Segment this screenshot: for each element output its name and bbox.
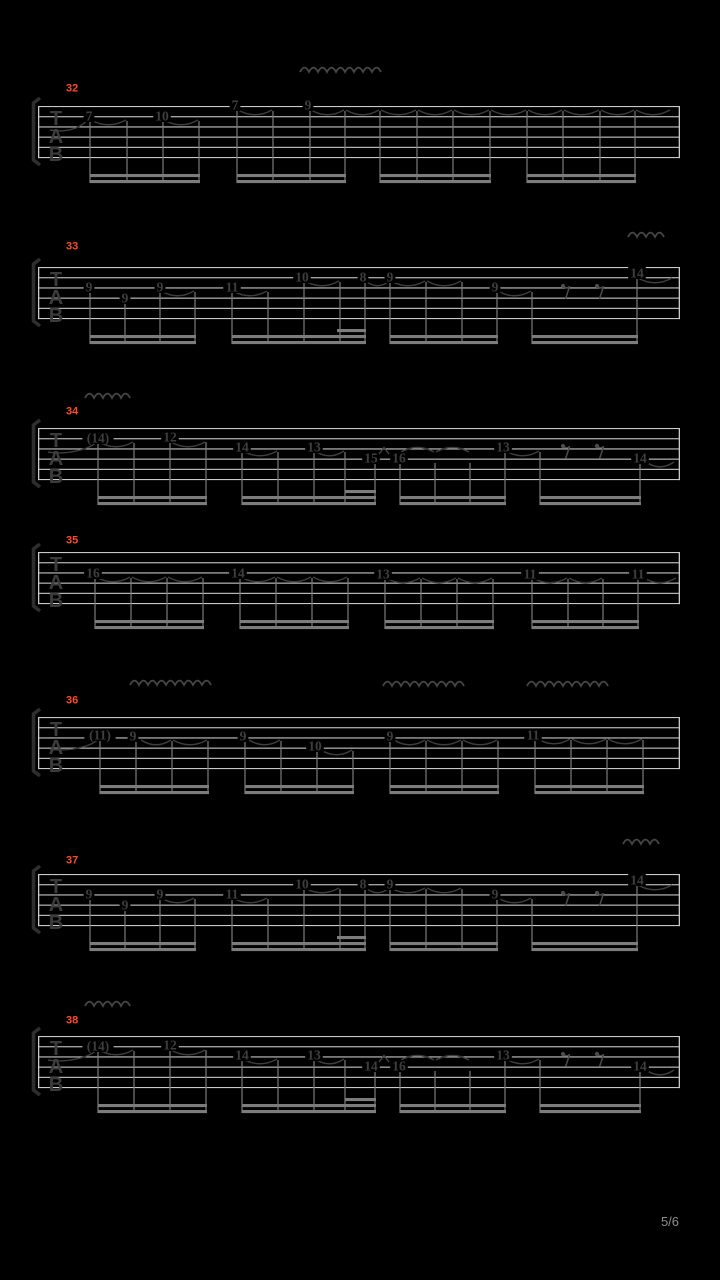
note-stem <box>379 111 380 183</box>
note-stem <box>339 282 340 344</box>
fret-number: 8 <box>359 876 367 892</box>
note-stem <box>169 442 170 505</box>
barline-start <box>38 1036 39 1088</box>
fret-number: 13 <box>376 566 390 582</box>
beam <box>532 942 638 945</box>
measure-number: 38 <box>66 1014 79 1027</box>
tie-arc <box>238 110 272 115</box>
beam <box>90 942 196 945</box>
staff-line <box>38 593 680 594</box>
fret-number: 9 <box>121 290 129 306</box>
partial-beam <box>345 490 376 493</box>
barline-start <box>38 552 39 604</box>
barline-start <box>38 717 39 769</box>
beam <box>98 1110 207 1113</box>
tie-arc <box>141 740 171 745</box>
fret-number: 10 <box>295 269 309 285</box>
note-stem <box>205 1050 206 1113</box>
fret-number: 9 <box>85 886 93 902</box>
fret-number: 11 <box>523 566 537 582</box>
staff-line <box>38 287 680 288</box>
fret-number: 14 <box>633 1058 647 1074</box>
beam <box>242 1104 376 1107</box>
note-stem <box>425 889 426 951</box>
tie-arc <box>427 888 461 893</box>
note-stem <box>205 442 206 505</box>
beam <box>540 502 641 505</box>
beam <box>390 948 498 951</box>
fret-number: 11 <box>225 886 239 902</box>
staff-line <box>38 748 680 749</box>
note-stem <box>89 121 90 183</box>
fret-number: 12 <box>163 1037 177 1053</box>
tab-clef-letter: B <box>48 912 64 934</box>
tie-arc <box>249 740 280 745</box>
note-stem <box>344 111 345 183</box>
beam <box>95 626 204 629</box>
barline-end <box>679 1036 680 1088</box>
staff-line <box>38 603 680 604</box>
beam <box>90 948 196 951</box>
fret-number: (14) <box>86 430 110 446</box>
note-stem <box>599 111 600 183</box>
vibrato-squiggle <box>85 1002 130 1006</box>
staff-line <box>38 318 680 319</box>
fret-number: 16 <box>86 565 100 581</box>
fret-number: 11 <box>526 727 540 743</box>
staff-line <box>38 308 680 309</box>
fret-number: 9 <box>121 897 129 913</box>
vibrato-squiggle <box>130 681 211 685</box>
note-stem <box>489 111 490 183</box>
staff-line <box>38 572 680 573</box>
tab-clef-letter: B <box>48 466 64 488</box>
staff-line <box>38 438 680 439</box>
fret-number: 11 <box>631 566 645 582</box>
eighth-rest <box>597 446 604 459</box>
barline-start <box>38 267 39 319</box>
note-stem <box>309 111 310 183</box>
staff-line <box>38 1046 680 1047</box>
beam <box>90 174 200 177</box>
tie-arc <box>391 888 425 893</box>
beam <box>242 1110 376 1113</box>
tab-clef-letter: B <box>48 590 64 612</box>
tab-clef-letter: T <box>49 719 63 741</box>
tie-arc <box>454 110 489 115</box>
vibrato-squiggle <box>623 840 659 844</box>
partial-beam <box>337 329 366 332</box>
tab-clef-letter: T <box>49 554 63 576</box>
fret-number: 16 <box>392 1058 406 1074</box>
fret-number: 9 <box>386 876 394 892</box>
note-stem <box>416 111 417 183</box>
beam <box>237 180 346 183</box>
note-stem <box>461 282 462 344</box>
tie-arc <box>346 110 379 115</box>
note-stem <box>389 889 390 951</box>
tie-arc <box>538 739 570 744</box>
fret-number: 8 <box>359 269 367 285</box>
fret-number: 16 <box>392 450 406 466</box>
fret-number: 14 <box>633 450 647 466</box>
tie-arc <box>418 110 452 115</box>
tie-arc <box>528 110 562 115</box>
tie-arc <box>569 578 602 583</box>
beam <box>232 942 366 945</box>
beam <box>400 1110 506 1113</box>
tab-clef-letter: A <box>48 126 64 148</box>
tie-arc <box>313 577 347 582</box>
fret-number: 9 <box>304 97 312 113</box>
tie-arc <box>422 578 456 583</box>
fret-number: 10 <box>295 876 309 892</box>
beam <box>390 335 498 338</box>
vibrato-squiggle <box>383 682 464 686</box>
note-stem <box>133 1051 134 1113</box>
fret-number: 10 <box>155 108 169 124</box>
beam <box>98 502 207 505</box>
fret-number: 15 <box>364 450 378 466</box>
fret-number: 13 <box>496 1047 510 1063</box>
partial-beam <box>345 1098 376 1101</box>
note-stem <box>389 282 390 344</box>
beam <box>232 341 366 344</box>
fret-number: (11) <box>89 727 111 743</box>
measure-number: 33 <box>66 240 79 253</box>
beam <box>240 626 349 629</box>
staff-line <box>38 562 680 563</box>
fret-number: 13 <box>307 439 321 455</box>
fret-number: 9 <box>491 886 499 902</box>
measure-number: 32 <box>66 82 79 95</box>
tab-clef-letter: B <box>48 755 64 777</box>
barline-start <box>38 106 39 158</box>
tie-arc <box>394 740 425 745</box>
tab-clef-letter: T <box>49 430 63 452</box>
beam <box>390 341 498 344</box>
beam <box>390 942 498 945</box>
beam <box>385 620 494 623</box>
measure-number: 35 <box>66 534 79 547</box>
fret-number: 7 <box>231 97 239 113</box>
tie-arc <box>427 281 461 286</box>
staff-line <box>38 267 680 268</box>
note-stem <box>169 1050 170 1113</box>
tab-clef-letter: T <box>49 1038 63 1060</box>
note-stem <box>364 889 365 951</box>
fret-number: 12 <box>163 429 177 445</box>
staff-line <box>38 768 680 769</box>
beam <box>98 496 207 499</box>
fret-number: 9 <box>129 728 137 744</box>
fret-number: 13 <box>496 439 510 455</box>
tie-arc <box>311 110 344 115</box>
note-stem <box>97 1051 98 1113</box>
beam <box>237 174 346 177</box>
tab-clef-letter: A <box>48 572 64 594</box>
fret-number: 9 <box>491 279 499 295</box>
barline-end <box>679 106 680 158</box>
beam <box>90 335 196 338</box>
tie-arc <box>498 291 531 296</box>
note-stem <box>562 111 563 183</box>
tie-arc <box>463 740 497 745</box>
staff-line <box>38 126 680 127</box>
beam <box>242 502 376 505</box>
barline-end <box>679 267 680 319</box>
beam <box>540 496 641 499</box>
tie-arc <box>498 898 531 903</box>
tie-arc <box>458 578 492 583</box>
tie-arc <box>132 577 166 582</box>
tie-arc <box>427 740 461 745</box>
staff-line <box>38 157 680 158</box>
beam <box>232 948 366 951</box>
fret-number: 11 <box>225 279 239 295</box>
staff-line <box>38 717 680 718</box>
staff-line <box>38 116 680 117</box>
fret-number: 9 <box>386 728 394 744</box>
note-stem <box>425 282 426 344</box>
tie-arc <box>436 1056 469 1061</box>
fret-number: 14 <box>364 1058 378 1074</box>
beam <box>535 791 644 794</box>
staff-line <box>38 137 680 138</box>
note-stem <box>636 886 637 951</box>
tie-arc <box>321 750 352 755</box>
beam <box>380 174 491 177</box>
fret-number: 14 <box>235 1047 249 1063</box>
eighth-rest <box>563 446 570 459</box>
note-stem <box>461 889 462 951</box>
note-stem <box>303 282 304 344</box>
beam <box>400 1104 506 1107</box>
beam <box>527 174 636 177</box>
barline-start <box>38 428 39 480</box>
tab-clef-letter: A <box>48 894 64 916</box>
note-stem <box>303 889 304 951</box>
tie-arc <box>381 110 416 115</box>
fret-number: 14 <box>630 265 644 281</box>
vibrato-squiggle <box>628 233 664 237</box>
note-stem <box>126 121 127 183</box>
barline-start <box>38 874 39 926</box>
staff-line <box>38 147 680 148</box>
tie-arc <box>646 1070 674 1075</box>
note-stem <box>364 282 365 344</box>
beam <box>400 502 506 505</box>
staff-line <box>38 758 680 759</box>
beam <box>100 785 209 788</box>
barline-end <box>679 428 680 480</box>
tab-clef-letter: B <box>48 305 64 327</box>
tie-arc <box>401 448 434 453</box>
tie-arc <box>401 1056 434 1061</box>
tie-arc <box>436 448 469 453</box>
staff-line <box>38 428 680 429</box>
tie-arc <box>608 739 642 744</box>
beam <box>532 948 638 951</box>
tie-arc <box>391 281 425 286</box>
staff-line <box>38 106 680 107</box>
barline-end <box>679 717 680 769</box>
tie-arc <box>91 120 126 125</box>
beam <box>390 791 499 794</box>
note-stem <box>526 111 527 183</box>
staff-line <box>38 925 680 926</box>
beam <box>90 180 200 183</box>
beam <box>540 1104 641 1107</box>
staff-line <box>38 552 680 553</box>
note-stem <box>198 121 199 183</box>
beam <box>380 180 491 183</box>
tab-clef-letter: T <box>49 269 63 291</box>
tab-clef-letter: B <box>48 1074 64 1096</box>
note-stem <box>636 279 637 344</box>
barline-end <box>679 552 680 604</box>
tie-arc <box>161 291 194 296</box>
eighth-rest <box>563 1054 570 1067</box>
barline-end <box>679 874 680 926</box>
tab-clef-letter: A <box>48 737 64 759</box>
staff-line <box>38 298 680 299</box>
beam <box>532 620 639 623</box>
staff-line <box>38 1036 680 1037</box>
beam <box>532 341 638 344</box>
fret-number: (14) <box>86 1038 110 1054</box>
measure-number: 37 <box>66 854 79 867</box>
beam <box>98 1104 207 1107</box>
vibrato-squiggle <box>527 682 608 686</box>
tab-clef-letter: A <box>48 1056 64 1078</box>
fret-number: 9 <box>156 279 164 295</box>
beam <box>390 785 499 788</box>
tie-arc <box>173 740 207 745</box>
fret-number: 9 <box>386 269 394 285</box>
partial-beam <box>337 936 366 939</box>
note-stem <box>162 121 163 183</box>
beam <box>100 791 209 794</box>
note-stem <box>272 111 273 183</box>
tie-arc <box>646 462 674 467</box>
fret-number: 14 <box>235 439 249 455</box>
staff-line <box>38 915 680 916</box>
tie-arc <box>564 110 599 115</box>
eighth-rest <box>597 1054 604 1067</box>
fret-number: 9 <box>239 728 247 744</box>
beam <box>385 626 494 629</box>
tie-arc <box>636 110 670 115</box>
tab-clef-letter: A <box>48 287 64 309</box>
beam <box>242 496 376 499</box>
tie-arc <box>161 898 194 903</box>
note-stem <box>339 889 340 951</box>
tab-clef-letter: T <box>49 108 63 130</box>
tie-arc <box>572 739 606 744</box>
tie-arc <box>491 110 526 115</box>
tie-arc <box>644 578 676 583</box>
fret-number: 7 <box>85 108 93 124</box>
fret-number: 14 <box>231 565 245 581</box>
beam <box>532 335 638 338</box>
tie-arc <box>168 577 202 582</box>
beam <box>232 335 366 338</box>
fret-number: 14 <box>630 872 644 888</box>
staff-line <box>38 874 680 875</box>
staff-line <box>38 905 680 906</box>
vibrato-squiggle <box>85 394 130 398</box>
tie-arc <box>277 577 311 582</box>
fret-number: 9 <box>85 279 93 295</box>
note-stem <box>634 111 635 183</box>
beam <box>400 496 506 499</box>
note-stem <box>133 443 134 505</box>
fret-number: 13 <box>307 1047 321 1063</box>
tie-arc <box>601 110 634 115</box>
beam <box>540 1110 641 1113</box>
vibrato-squiggle <box>300 68 381 72</box>
tab-clef-letter: T <box>49 876 63 898</box>
staff-line <box>38 894 680 895</box>
beam <box>95 620 204 623</box>
fret-number: 9 <box>156 886 164 902</box>
beam <box>245 791 354 794</box>
beam <box>532 626 639 629</box>
measure-number: 34 <box>66 405 79 418</box>
beam <box>535 785 644 788</box>
page-indicator: 5/6 <box>660 1214 680 1229</box>
beam <box>90 341 196 344</box>
fret-number: 10 <box>308 738 322 754</box>
beam <box>245 785 354 788</box>
measure-number: 36 <box>66 694 79 707</box>
note-stem <box>452 111 453 183</box>
tab-clef-letter: A <box>48 448 64 470</box>
beam <box>240 620 349 623</box>
note-stem <box>97 443 98 505</box>
beam <box>527 180 636 183</box>
tab-clef-letter: B <box>48 144 64 166</box>
note-stem <box>236 111 237 183</box>
